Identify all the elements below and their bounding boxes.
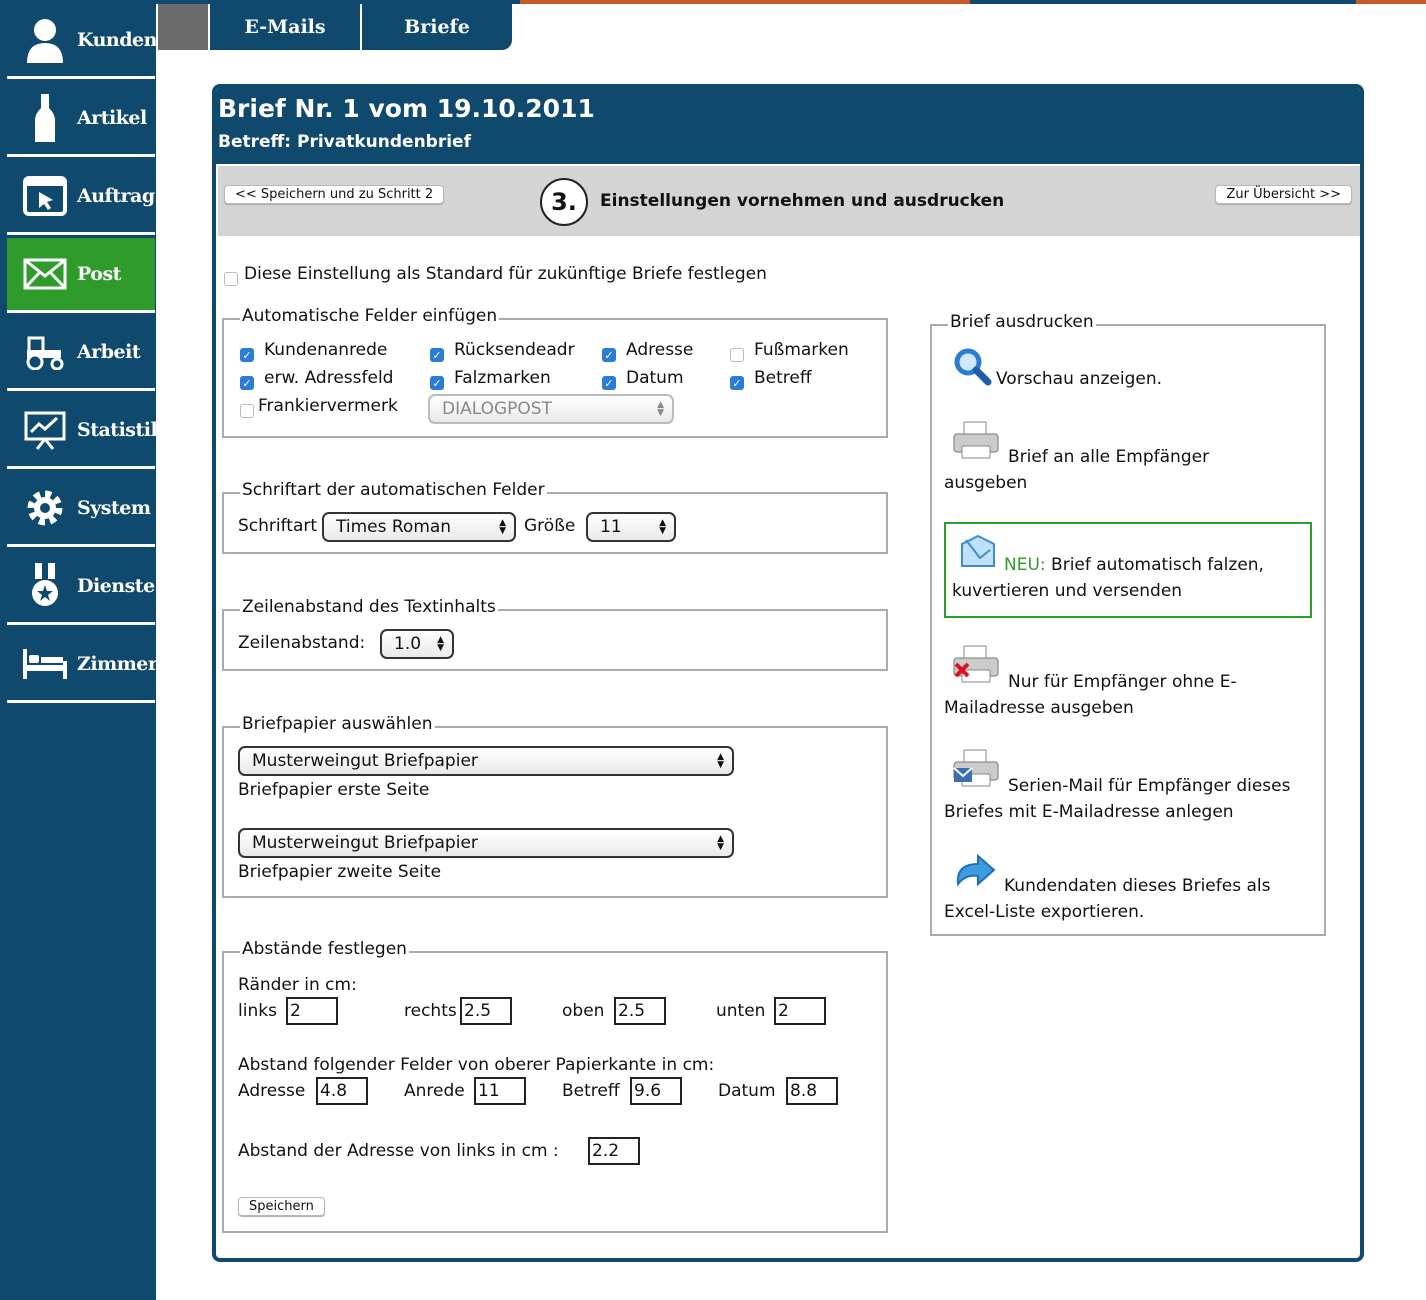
medal-icon bbox=[21, 562, 69, 610]
magnifier-icon bbox=[952, 346, 992, 390]
checkbox-falzmarken[interactable]: ✓ bbox=[430, 376, 444, 390]
export-link[interactable]: Kundendaten dieses Briefes als bbox=[1004, 876, 1271, 896]
line-spacing-fieldset bbox=[222, 597, 888, 671]
standard-checkbox[interactable] bbox=[224, 272, 238, 286]
margin-right-label: rechts bbox=[404, 1001, 457, 1021]
print-legend: Brief ausdrucken bbox=[950, 312, 1094, 332]
franking-select-value: DIALOGPOST bbox=[442, 399, 552, 419]
checkbox-erw-adressfeld[interactable]: ✓ bbox=[240, 376, 254, 390]
panel-header bbox=[216, 88, 1360, 164]
address-left-label: Abstand der Adresse von links in cm : bbox=[238, 1141, 559, 1161]
select-arrows-icon: ▲ ▼ bbox=[657, 400, 664, 418]
auto-fields-fieldset bbox=[222, 306, 888, 438]
checkbox-frankiervermerk[interactable] bbox=[240, 404, 254, 418]
checkbox-kundenanrede[interactable]: ✓ bbox=[240, 348, 254, 362]
new-service-box[interactable] bbox=[944, 522, 1312, 618]
line-spacing-select-value: 1.0 bbox=[394, 634, 422, 654]
sidebar-item-label: Arbeit bbox=[77, 341, 141, 363]
select-arrows-icon: ▲ ▼ bbox=[717, 834, 724, 852]
checkbox-betreff[interactable]: ✓ bbox=[730, 376, 744, 390]
font-select[interactable] bbox=[322, 512, 516, 542]
standard-checkbox-label: Diese Einstellung als Standard für zukünftige Briefe festlegen bbox=[244, 264, 767, 284]
size-select-value: 11 bbox=[600, 517, 622, 537]
sidebar-item-label: Auftrag bbox=[77, 185, 155, 207]
print-all-link-cont[interactable]: ausgeben bbox=[944, 473, 1028, 493]
select-arrows-icon: ▲ ▼ bbox=[499, 518, 506, 536]
margin-top-input[interactable]: 2.5 bbox=[614, 997, 666, 1025]
page-subtitle: Betreff: Privatkundenbrief bbox=[218, 132, 471, 152]
paper-second-select[interactable] bbox=[238, 828, 734, 858]
sidebar-item-label: Kunden bbox=[77, 29, 157, 51]
paper-legend: Briefpapier auswählen bbox=[242, 714, 433, 734]
print-no-email-link[interactable]: Nur für Empfänger ohne E- bbox=[1008, 672, 1237, 692]
sidebar-item-label: Post bbox=[77, 263, 121, 285]
save-button[interactable]: Speichern bbox=[238, 1197, 325, 1216]
paper-first-select[interactable] bbox=[238, 746, 734, 776]
print-no-email-link-cont[interactable]: Mailadresse ausgeben bbox=[944, 698, 1134, 718]
franking-select[interactable] bbox=[428, 394, 674, 424]
line-spacing-legend: Zeilenabstand des Textinhalts bbox=[242, 597, 496, 617]
sidebar-item-statistik[interactable] bbox=[7, 394, 164, 469]
letter-panel bbox=[212, 84, 1364, 1262]
paper-fieldset bbox=[222, 714, 888, 898]
sidebar-item-auftrag[interactable] bbox=[7, 160, 155, 235]
address-distance-label: Adresse bbox=[238, 1081, 306, 1101]
sidebar-item-label: Statistik bbox=[77, 419, 164, 441]
subject-distance-input[interactable]: 9.6 bbox=[630, 1077, 682, 1105]
margin-bottom-input[interactable]: 2 bbox=[774, 997, 826, 1025]
margins-label: Ränder in cm: bbox=[238, 975, 357, 995]
select-arrows-icon: ▲ ▼ bbox=[659, 518, 666, 536]
select-arrows-icon: ▲ ▼ bbox=[437, 635, 444, 653]
gear-icon bbox=[21, 484, 69, 532]
line-spacing-select[interactable] bbox=[380, 629, 454, 659]
sidebar-item-artikel[interactable] bbox=[7, 82, 155, 157]
margin-right-input[interactable]: 2.5 bbox=[460, 997, 512, 1025]
new-tag: NEU: bbox=[1004, 555, 1046, 575]
checkbox-label: Betreff bbox=[754, 368, 812, 388]
sidebar-item-dienste[interactable] bbox=[7, 550, 155, 625]
sidebar-item-label: Zimmer bbox=[77, 653, 158, 675]
fields-distance-label: Abstand folgender Felder von oberer Papierkante in cm: bbox=[238, 1055, 715, 1075]
margin-top-label: oben bbox=[562, 1001, 605, 1021]
sidebar-item-post[interactable] bbox=[7, 238, 155, 313]
window-cursor-icon bbox=[21, 172, 69, 220]
sidebar-item-zimmer[interactable] bbox=[7, 628, 158, 703]
tab-blank bbox=[158, 4, 208, 50]
checkbox-datum[interactable]: ✓ bbox=[602, 376, 616, 390]
print-all-link[interactable]: Brief an alle Empfänger bbox=[1008, 447, 1210, 467]
serial-mail-link[interactable]: Serien-Mail für Empfänger dieses bbox=[1008, 776, 1291, 796]
subject-distance-label: Betreff bbox=[562, 1081, 620, 1101]
presentation-chart-icon bbox=[21, 406, 69, 454]
font-fieldset bbox=[222, 480, 888, 554]
margins-fieldset bbox=[222, 939, 888, 1233]
checkbox-label: Adresse bbox=[626, 340, 694, 360]
margins-legend: Abstände festlegen bbox=[242, 939, 407, 959]
address-left-input[interactable]: 2.2 bbox=[588, 1137, 640, 1165]
sidebar-item-label: System bbox=[77, 497, 151, 519]
printer-email-icon bbox=[952, 748, 1002, 794]
sidebar-item-label: Artikel bbox=[77, 107, 147, 129]
preview-link[interactable]: Vorschau anzeigen. bbox=[996, 369, 1162, 389]
select-arrows-icon: ▲ ▼ bbox=[717, 752, 724, 770]
date-distance-label: Datum bbox=[718, 1081, 776, 1101]
checkbox-label: erw. Adressfeld bbox=[264, 368, 394, 388]
new-service-text: Brief automatisch falzen, bbox=[1045, 555, 1264, 575]
size-select[interactable] bbox=[586, 512, 676, 542]
sidebar-item-system[interactable] bbox=[7, 472, 155, 547]
page-title: Brief Nr. 1 vom 19.10.2011 bbox=[218, 94, 595, 123]
folded-letter-icon bbox=[960, 534, 996, 572]
tab-emails[interactable]: E-Mails bbox=[208, 4, 360, 50]
paper-second-label: Briefpapier zweite Seite bbox=[238, 862, 442, 882]
checkbox-label: Frankiervermerk bbox=[258, 396, 398, 416]
font-label: Schriftart bbox=[238, 516, 318, 536]
checkbox-label: Datum bbox=[626, 368, 684, 388]
checkbox-fussmarken[interactable] bbox=[730, 348, 744, 362]
margin-left-input[interactable]: 2 bbox=[286, 997, 338, 1025]
step-bar bbox=[218, 166, 1360, 236]
auto-fields-legend: Automatische Felder einfügen bbox=[242, 306, 498, 326]
font-legend: Schriftart der automatischen Felder bbox=[242, 480, 545, 500]
checkbox-label: Kundenanrede bbox=[264, 340, 388, 360]
paper-first-select-value: Musterweingut Briefpapier bbox=[252, 751, 478, 771]
line-spacing-label: Zeilenabstand: bbox=[238, 633, 366, 653]
size-label: Größe bbox=[524, 516, 576, 536]
printer-icon bbox=[952, 420, 1002, 466]
user-icon bbox=[21, 16, 69, 64]
paper-second-select-value: Musterweingut Briefpapier bbox=[252, 833, 478, 853]
printer-no-email-icon bbox=[952, 644, 1002, 690]
checkbox-label: Rücksendeadr bbox=[454, 340, 575, 360]
bottle-icon bbox=[21, 94, 69, 142]
step-number: 3. bbox=[540, 178, 588, 226]
address-distance-input[interactable]: 4.8 bbox=[316, 1077, 368, 1105]
tab-bar bbox=[158, 4, 512, 50]
sidebar bbox=[0, 0, 164, 1300]
envelope-icon bbox=[21, 250, 69, 298]
export-link-cont[interactable]: Excel-Liste exportieren. bbox=[944, 902, 1145, 922]
print-fieldset bbox=[930, 312, 1326, 936]
new-service-text-cont: kuvertieren und versenden bbox=[952, 581, 1183, 601]
export-arrow-icon bbox=[952, 854, 996, 892]
top-strip-accent bbox=[520, 0, 970, 4]
checkbox-label: Fußmarken bbox=[754, 340, 849, 360]
salutation-distance-input[interactable]: 11 bbox=[474, 1077, 526, 1105]
step-title: Einstellungen vornehmen und ausdrucken bbox=[600, 191, 1005, 211]
serial-mail-link-cont[interactable]: Briefes mit E-Mailadresse anlegen bbox=[944, 802, 1234, 822]
tab-briefe[interactable]: Briefe bbox=[360, 4, 512, 50]
tractor-icon bbox=[21, 328, 69, 376]
checkbox-adresse[interactable]: ✓ bbox=[602, 348, 616, 362]
margin-bottom-label: unten bbox=[716, 1001, 766, 1021]
salutation-distance-label: Anrede bbox=[404, 1081, 465, 1101]
margin-left-label: links bbox=[238, 1001, 277, 1021]
overview-button[interactable]: Zur Übersicht >> bbox=[1215, 185, 1352, 204]
top-strip-accent bbox=[1356, 0, 1426, 4]
font-select-value: Times Roman bbox=[336, 517, 452, 537]
sidebar-item-kunden[interactable] bbox=[7, 4, 155, 79]
checkbox-ruecksendeadr[interactable]: ✓ bbox=[430, 348, 444, 362]
sidebar-item-label: Dienste bbox=[77, 575, 155, 597]
checkbox-label: Falzmarken bbox=[454, 368, 551, 388]
bed-icon bbox=[21, 640, 69, 688]
back-to-step-2-button[interactable]: << Speichern und zu Schritt 2 bbox=[224, 185, 444, 204]
paper-first-label: Briefpapier erste Seite bbox=[238, 780, 430, 800]
date-distance-input[interactable]: 8.8 bbox=[786, 1077, 838, 1105]
sidebar-item-arbeit[interactable] bbox=[7, 316, 155, 391]
